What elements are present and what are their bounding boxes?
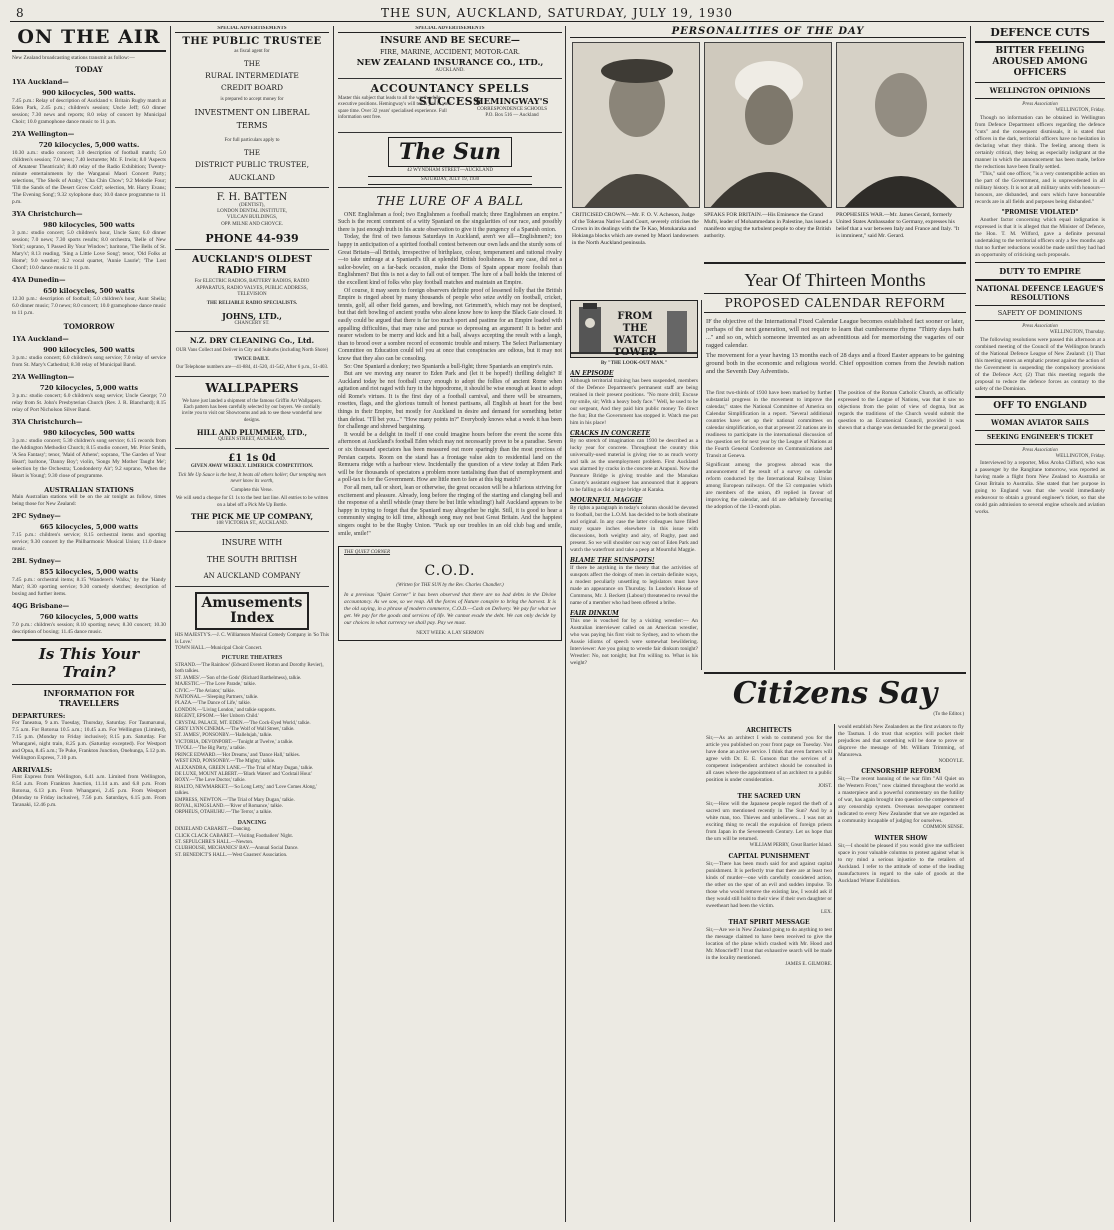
theatre-item: ROXY.—'The Love Doctor,' talkie. [175, 778, 246, 784]
dentist-line: (DENTIST), [239, 202, 265, 208]
personalities-title: PERSONALITIES OF THE DAY [570, 26, 966, 38]
letter-signature: JOIST. [818, 784, 832, 789]
defence-paragraph: Another factor concerning which equal indignation is expressed is that it is alleged that the Minister of Defence, the Hon. T. M. Wilford, gave a definite personal undertaking to the territorial officers only a few months ago that no further reductions would be made until they had had an opportunity of criticising such proposals. [975, 216, 1105, 258]
calendar-paragraph: Significant among the progress abroad was the announcement of the result of a survey on calendar reform conducted by the International Railway Union among European railways. Of the 53 companies which are members of the union, 49 replied in favour of improving the calendar, and 44 are definitely favouring the adoption of the 13-month plan. [706, 462, 832, 510]
australian-intro: Main Australian stations will be on the air tonight as follow, times being those for New Zealand: [12, 494, 166, 507]
dancing-item: DIXIELAND CABARET.—Dancing. [175, 827, 252, 833]
column-rule [170, 26, 171, 1222]
quiet-corner-title: C.O.D. [424, 562, 476, 579]
dry-cleaning-title: N.Z. DRY CLEANING Co., Ltd. [189, 336, 315, 346]
letters-column-right [838, 724, 964, 1224]
leader-paragraph: But are we moving any nearer to Eden Park and (let it be hoped!) thrilling delight? If Auckland today be not football crazy enough to adopt the follies of ancient Rome when agitation and riot raged with fury in the hippodrome, it should be wise enough at least to adopt old Rome's virtues. It is the first day of a football carnival, and there will be streamers, rosettes, flags, and the glorious tumult of honest partisans, all English at heart for the best things in their Empire, but mostly for Auckland in desire and demand for something better than defeat. "I'll bet you..." "How many points in?" Everybody knows what a week it has been for challenge and shrewd bargaining. [338, 371, 562, 431]
letter-text: would establish New Zealanders as the first aviators to fly the Tasman. I do trust that sceptics will pocket their prejudices and that something will be done to prove or disprove the message of Mr. William Trimming, of Manurewa. [838, 724, 964, 758]
watch-tower-column [570, 300, 698, 1230]
on-the-air-column [12, 26, 166, 1222]
watch-tower-section-heading: AN EPISODE [570, 370, 614, 378]
paper-title-line: THE SUN, AUCKLAND, SATURDAY, JULY 19, 1930 [380, 6, 734, 20]
hemingway-text: Master this subject that leads to all the worth-while executive positions. Hemingway's will teach you in your spare time. Over 32 years' specialised experience. Full information sent free. [338, 95, 452, 121]
calendar-divider [704, 262, 966, 264]
gerard-portrait [836, 42, 964, 208]
quiet-corner-box [338, 546, 562, 641]
station-name: 4YA Dunedin— [12, 276, 66, 284]
station-programme: 10.30 a.m.: studio concert; 3.0 description of football match; 5.0 children's session; 7.0 news; 7.40 lecturette; Mr. F. Irwin; 8.0 'Aspects of Amateur Theatricals'; 8.40 relay of the Radio Exhibition; Twenty-minute entertainments by the Wanganui Maori Concert Party; selections, 'The Sheik of Araby,' 'Cha Chin Chow'; 9.2 Melodie Four; 'Till the Sands of the Desert Grow Cold'; selection, Mr. Harry Evans; 'The Evening Song'; 9.32 xylophone duo; 10.0 dance programme to 11 p.m. [12, 150, 166, 205]
dentist-line: OPP. MILNE AND CHOYCE. [221, 221, 283, 227]
hemingway-firm2: CORRESPONDENCE SCHOOLS [476, 106, 548, 112]
hemingway-title: ACCOUNTANCY SPELLS SUCCESS [370, 81, 530, 108]
wallpapers-text: We have just landed a shipment of the famous Griffin Art Wallpapers. Each pattern has been carefully selected by our buyers. We cordially invite you to visit our Showrooms and ask to see these wonderful new designs. [181, 398, 323, 423]
amusement-item: TOWN HALL.—Municipal Choir Concert. [175, 646, 263, 652]
station-programme: 7.45 p.m.: orchestral items; 8.15 'Wanderer's Walks,' by the 'Handy Man'; 8.30 sporting service; 9.30 comedy sketches; description of boxing and further items. [12, 577, 166, 597]
radio-title: AUCKLAND'S OLDEST RADIO FIRM [192, 254, 312, 277]
page-number: 8 [16, 6, 24, 20]
theatre-item: REGENT, EPSOM.—'Her Unborn Child.' [175, 714, 260, 720]
amusements-index [175, 587, 329, 859]
leader-paragraph: It would be a delight in itself if one could imagine hours before the event the scene this afternoon at Auckland's football Eden which may not necessarily prove to be a paradise. Seven or six thousand spectators has been measured out more sparingly than the most precious of Persian carpets. Room on the stand has a frontage value akin to residential land on the Remuera ridge with a harbour view. Incidentally the question of a view today at Eden Park will be for thousands of spectators a problem more tantalising than that of unemployment and a poll-tax is for the Government. How are little men to fare at this big match? [338, 431, 562, 484]
leader-title: THE LURE OF A BALL [376, 193, 524, 208]
safety-heading: SAFETY OF DOMINIONS [997, 308, 1083, 317]
nzi-line: AUCKLAND. [435, 68, 465, 74]
calendar-headline-sub: PROPOSED CALENDAR REFORM [704, 293, 966, 313]
portrait-illustration [837, 43, 964, 208]
today-heading: TODAY [75, 65, 103, 74]
calendar-paragraph: The position of the Roman Catholic Church, as officially expressed to the League of Nations, was that it saw no objections from the point of view of dogma, but as regards the traditions of the Church would submit the question to an Ecumenical Council, provided it was shown that a change was demanded for the general good. [838, 390, 964, 431]
theatre-item: PRINCE EDWARD.—'Hot Dreams,' and 'Dance Hall,' talkies. [175, 752, 300, 758]
letter-heading: THAT SPIRIT MESSAGE [728, 919, 810, 927]
calendar-headline-main: Year Of Thirteen Months [744, 270, 926, 290]
league-heading: NATIONAL DEFENCE LEAGUE'S RESOLUTIONS [976, 283, 1104, 302]
quiet-corner-text: In a previous "Quiet Corner" it has been observed that there are no bad debts in the Divine accountancy. As we sow, so we reap. All the forces of Nature conspire to bring the harvest. It is the old saying, in a phrase of modern commerce, C.O.D.—Cash on Delivery. We pay for what we get. We pay for the goods and services of life. We cannot evade the debt. We can only decide by our choices in what currency we shall pay. Pay we must. [344, 591, 556, 626]
nzi-line: INSURE AND BE SECURE— [380, 36, 520, 47]
station-frequency: 720 kilocycles, 5,000 watts [39, 384, 139, 392]
watch-tower-section-heading: FAIR DINKUM [570, 610, 619, 618]
letter-signature: LEX. [821, 909, 832, 915]
trustee-line: as fiscal agent for [234, 49, 270, 55]
dancing-item: ST. BENEDICT'S HALL.—West Coasters' Association. [175, 852, 288, 858]
watch-tower-title: FROM THE WATCH TOWER [613, 311, 657, 358]
editorial-column [338, 26, 562, 1222]
theatre-item: PLAZA.—'The Dance of Life,' talkie. [175, 701, 251, 707]
public-trustee-ad [175, 33, 329, 187]
theatre-item: ORPHEUS, OTAHUHU.—'The Terror,' a talkie. [175, 810, 273, 816]
leader-paragraph: For all men, tall or short, lean or otherwise, the great occasion will be a hilarious striving for excitement and pleasure. Already, long before the ringing of the starting and clanging bell and the response of a shrill whistle (may there be but little whistling!) half Auckland appears to be happy in trying to forget that the Spaniard may altogether be right. Still, it is good to hear a community singing to kill time, although song may not beat Great Britain. And the happiest singers ought to be the Rugby Union. "Pack up our troubles in an old club bag and smile, smile, smile!" [338, 485, 562, 537]
radio-firm: JOHNS, LTD., [222, 310, 282, 321]
advertisements-column [175, 26, 329, 1222]
calendar-paragraph: The first two-thirds of 1930 have been marked by further substantial progress in the movement to improve the calendar," states the National Committee of America on Calendar Simplification in a report. "Several additional countries have set up their national committees on calendar simplification, so that at present 22 nations are in readiness to participate in the international discussion of the question set for next year by the League of Nations at the Fourth General Conference on Communications and Transit at Geneva. [706, 390, 832, 459]
sun-nameplate [338, 133, 562, 188]
calendar-paragraph: IF the objective of the International Fixed Calendar League becomes established fact sooner or later, perhaps of the next generation, will not require to learn that cumbersome rhyme "Thirty days hath ..." and so on, which someone invented as an adventitious aid for memorising the vagaries of our ragged calendar. [706, 318, 964, 349]
watch-tower-section-heading: BLAME THE SUNSPOTS! [570, 557, 655, 565]
dancing-item: CLUBHOUSE, MECHANICS' BAY.—Annual Social Dance. [175, 846, 299, 852]
pick-me-up-ad [175, 449, 329, 533]
leader-paragraph: So: One Spaniard a donkey; two Spaniards a bull-fight; three Spaniards an empire's ruin. [344, 363, 554, 370]
wallpapers-address: QUEEN STREET, AUCKLAND. [218, 437, 286, 443]
watch-tower-section-heading: CRACKS IN CONCRETE [570, 430, 651, 438]
calendar-article-col2 [838, 390, 964, 432]
station-frequency: 980 kilocycles, 500 watts [43, 221, 135, 229]
dateline: WELLINGTON, Friday. [1055, 108, 1105, 114]
theatre-item: VICTORIA, DEVONPORT.—'Tonight at Twelve,' a talkie. [175, 739, 294, 745]
dry-cleaning-ad [175, 332, 329, 376]
press-association: Press Association [1022, 102, 1058, 107]
letter-heading: ARCHITECTS [746, 727, 792, 734]
letters-column-left [706, 724, 832, 1224]
trustee-line: THE [244, 148, 260, 157]
theatre-item: LONDON.—'Living London,' and talkie supports. [175, 707, 276, 713]
portrait-caption: SPEAKS FOR BRITAIN.—His Eminence the Grand Mufti, leader of Mohammedans in Palestine, has issued a manifesto urging the turbulent people to obey the British authority. [704, 212, 833, 239]
grand-mufti-portrait [704, 42, 832, 208]
special-ads-heading: SPECIAL ADVERTISEMENTS [338, 26, 562, 33]
station-programme: 7.45 p.m.: Relay of description of Auckland v. Britain Rugby match at Eden Park, 2.45 p.m.; children's session; Uncle Jeff; 6.0 dinner session; 7.30 news and reports; 8.0 relay of concert by Municipal Choir; 10.0 gramophone dance music to 11 p.m. [12, 98, 166, 125]
calendar-article-col1 [706, 390, 832, 511]
promise-heading: "PROMISE VIOLATED" [1001, 208, 1079, 216]
radio-list: For ELECTRIC RADIOS, BATTERY RADIOS, RADIO APPARATUS, RADIO VALVES, PUBLIC ADDRESS, TELEVISION [194, 279, 310, 298]
broadcast-intro: New Zealand broadcasting stations transmit as follow:— [12, 55, 135, 61]
station-programme: 7.15 p.m.: children's service; 8.15 orchestral items and sporting service; 9.30 concert by the Philharmonic Musical Union; 11.0 dance music. [12, 532, 166, 552]
theatre-item: EMPRESS, NEWTON.—'The Trial of Mary Dugan,' talkie. [175, 797, 295, 803]
radio-tag: THE RELIABLE RADIO SPECIALISTS. [206, 301, 298, 307]
defence-subtitle: BITTER FEELING AROUSED AMONG OFFICERS [992, 46, 1088, 78]
special-ads-heading: SPECIAL ADVERTISEMENTS [175, 26, 329, 33]
sun-address: 42 WYNDHAM STREET—AUCKLAND [406, 167, 493, 173]
letter-signature: JAMES E. GILMORE. [785, 962, 832, 968]
letter-text: Sir,—As an architect I wish to commend you for the article you published on your front page on Tuesday. You have done an active service. I think that even farmers will agree with Dr. E. E. Gunson that the services of a competent independent architect should be consulted in all cases where the appointment of an architect to a public position is under consideration. [706, 735, 832, 783]
competition-address: 108 VICTORIA ST., AUCKLAND. [216, 520, 288, 526]
quiet-corner-next: NEXT WEEK: A LAY SERMON [416, 630, 484, 636]
column-rule [565, 26, 566, 1222]
competition-firm: THE PICK ME UP COMPANY, [190, 511, 314, 521]
letter-text: Sir,—There has been much said for and against capital punishment. It is perfectly true that there are at least two kinds of murder—one with carefully considered action, the other on the spur of an evil and sudden impulse. To those who would remove the existing law, I would ask if they would still hold to their view if their own daughter or sweetheart had been the victim. [706, 860, 832, 909]
station-frequency: 665 kilocycles, 5,000 watts [39, 523, 139, 531]
station-name: 3YA Christchurch— [12, 418, 83, 426]
theatre-item: NATIONAL.—'Sleeping Partners,' talkie. [175, 695, 259, 701]
theatre-item: RIALTO, NEWMARKET.—'So Long Letty,' and 'Love Comes Along,' talkies. [175, 784, 317, 797]
column-rule [834, 724, 835, 1222]
column-rule [834, 390, 835, 670]
letter-text: Sir,—The recent banning of the war film "All Quiet on the Western Front," now claimed throughout the world as a masterpiece and a powerful commentary on the futility of war, has again brought into question the competence of any censorship system. Overseas newspaper comment indicated to every New Zealander that we are regarded as a community incapable of judging for ourselves. [838, 776, 964, 825]
trustee-line: For full particulars apply to [224, 138, 280, 144]
station-programme: 3 p.m.: studio concert; 5.30 children's song service; 6.15 records from the Addington Methodist Church; 8.15 studio concert, Mr. Prior Smith, 'A Sea Fantasy'; tenor, 'Maid of Athens'; soprano, 'The Garden of Your Heart'; baritone, 'Danny Boy'; violin, 'Songs My Mother Taught Me'; selection by the Orchestra; 'Londonderry Air'; 9.2 soprano, 'When the Heart is Young'; 9.30 close of programme. [12, 438, 166, 479]
defence-paragraph: The following resolutions were passed this afternoon at a combined meeting of the Council of the Wellington branch of the National Defence League of New Zealand: (1) That this meeting enters an emphatic protest against the action of the Government in suspending the compulsory provisions of the Defence Act; (2) That this meeting regards the proposal to reduce the defence forces as contrary to the safety of the Dominion. [975, 336, 1105, 392]
trustee-line: DISTRICT PUBLIC TRUSTEE, [194, 159, 310, 169]
departures-heading: DEPARTURES: [12, 712, 66, 720]
wallpapers-ad [175, 377, 329, 449]
trustee-line: TERMS [236, 121, 268, 131]
woman-aviator-heading: WOMAN AVIATOR SAILS [991, 417, 1089, 427]
letter-text: Sir,—I should be pleased if you would give me sufficient space in your valuable columns to protest against what is to my mind a serious injustice to the retailers of Auckland. I refer to the attitude of some of the leading manufacturers in regard to the sale of goods at the Auckland Winter Exhibition. [838, 842, 964, 884]
theatre-item: WEST END, PONSONBY.—'The Mighty,' talkie. [175, 759, 276, 765]
picture-theatres-list [175, 663, 329, 817]
station-frequency: 980 kilocycles, 500 watts [43, 429, 135, 437]
duty-heading: DUTY TO EMPIRE [999, 265, 1081, 276]
dentist-line: VULCAN BUILDINGS, [226, 215, 278, 221]
station-name: 4QG Brisbane— [12, 602, 70, 610]
letter-heading: WINTER SHOW [874, 834, 928, 842]
station-frequency: 720 kilocycles, 5,000 watts. [38, 141, 140, 149]
letter-signature: COMMON SENSE. [923, 825, 964, 831]
station-name: 3YA Christchurch— [12, 210, 83, 218]
letter-heading: CENSORSHIP REFORM [861, 768, 941, 776]
leader-paragraph: ONE Englishman a fool; two Englishmen a football match; three Englishmen an empire." Such is the recent comment of a witty Spaniard on the singularities of our race, and possibly there is just enough truth in his acute observation to give it the pungency of a Spanish onion. [338, 211, 562, 233]
station-name: 2YA Wellington— [12, 373, 75, 381]
theatre-item: ALEXANDRA, GREEN LANE.—'The Trial of Mary Dugan,' talkie. [175, 765, 314, 771]
station-name: 1YA Auckland— [12, 335, 69, 343]
radio-address: CHANCERY ST. [234, 320, 270, 326]
dancing-item: CLICK CLACK CABARET.—Visiting Footballers' Night. [175, 833, 294, 839]
column-rule [701, 300, 702, 670]
station-frequency: 900 kilocycles, 500 watts [43, 346, 135, 354]
leader-paragraph: Today, the first of two famous Saturdays in Auckland, aren't we all—Englishmen?; too happy in anticipation of a spirited football contest between our own lads and the sturdy sons of Great Britain—all British, irrespective of birthplace, colour, temperament and rational rivalry—to take umbrage at a Spaniard's tilt at splendid British foolishness. In any case, did not a sailor-bowler, on a far-back occasion, make the Dons of Spain appear more foolish than Englishmen? But this is not a day to fall out of temper. The lure of a ball holds the interest of the excellent kind of folks who play football matches and maintain an Empire. [338, 234, 562, 286]
nzi-line: FIRE, MARINE, ACCIDENT, MOTOR-CAR. [380, 48, 520, 57]
trustee-line: CREDIT BOARD [220, 82, 284, 92]
trustee-title: THE PUBLIC TRUSTEE [182, 36, 322, 48]
theatre-item: MAJESTIC.—'The Love Parade,' talkie. [175, 682, 256, 688]
hemingway-firm: HEMINGWAY'S [475, 96, 549, 107]
theatre-item: CRYSTAL PALACE, MT. EDEN.—'The Cock-Eyed World,' talkie. [175, 720, 311, 726]
station-frequency: 855 kilocycles, 5,000 watts [39, 568, 139, 576]
theatre-item: ROYAL, KINGSLAND.—'River of Romance,' talkie. [175, 803, 283, 809]
nz-insurance-ad [338, 33, 562, 78]
letter-signature: WILLIAM PERRY, Great Barrier Island. [749, 843, 832, 849]
watch-tower-logo [570, 300, 698, 358]
dancing-item: ST. SEPULCHRE'S HALL.—Newton. [175, 839, 254, 845]
letter-text: Sir,—Are we in New Zealand going to do anything to test the message claimed to have been received to give the location of the plane which crashed with Mr. Hood and Mr. Moncrieff? I trust that exhaustive search will be made in the locality mentioned. [706, 927, 832, 962]
trustee-line: RURAL INTERMEDIATE [205, 70, 299, 80]
competition-complete: Complete this Verse. [231, 487, 273, 493]
station-frequency: 650 kilocycles, 500 watts [43, 287, 135, 295]
defence-column [975, 26, 1105, 1222]
portrait-caption: PROPHESIES WAR.—Mr. James Gerard, formerly United States Ambassador to Germany, expresses his belief that a war between Italy and France and Italy. "It is imminent," said Mr. Gerard. [836, 212, 960, 239]
defence-paragraph: Though no information can be obtained in Wellington from Defence Department officers regarding the defence "cuts" and the consequent dismissals, it is stated that officers in the dark, territorial officers have no hesitation in declaring what they think. The feeling among them is certainly critical, they being as especially indignant at the manner in which the announcement has been made, before the reductions have been finally settled. [975, 114, 1105, 170]
dentist-line: LONDON DENTAL INSTITUTE, [217, 209, 287, 215]
press-association: Press Association [1022, 447, 1058, 453]
calendar-paragraph: The movement for a year having 13 months each of 28 days and a fixed Easter appears to be gaining ground both in the economic and religious world. Chief opposition comes from the Jewish nation and the Seventh Day Adventists. [706, 352, 964, 375]
south-british-line: INSURE WITH [221, 538, 283, 548]
station-frequency: 760 kilocycles, 5,000 watts [39, 613, 139, 621]
nzi-line: NEW ZEALAND INSURANCE CO., LTD., [356, 58, 544, 69]
letter-signature: NODOYLE. [938, 759, 964, 764]
sun-logo: The Sun [399, 138, 501, 165]
portrait-caption: CRITICISED CROWN.—Mr. F. O. V. Acheson, Judge of the Tokerau Native Land Court, severely criticises the Crown in its dealings with the Te Kao, Motukaraka and Hokianga blocks which are owned by Maori landowners in the North Auckland peninsula. [572, 212, 699, 246]
column-rule [970, 26, 971, 1222]
watch-tower-section-text: By no stretch of imagination can 1930 be described as a lucky year for concrete. Throughout the country this universally-used material is giving rise to as much worry and talk as the unemployment problem. First Auckland was alarmed by cracks in the concrete at Arapuni. Now the Panmure Bridge is giving trouble and the Manukau County's assistant engineer has announced that it appears to be falling as did a large bridge at Karaka. [570, 438, 698, 494]
amusements-title: Amusements Index [195, 592, 309, 630]
watch-tower-byline: By "THE LOOK-OUT MAN." [600, 361, 668, 366]
train-title: Is This Your Train? [38, 645, 140, 681]
station-frequency: 900 kilocycles, 500 watts. [42, 89, 136, 97]
trustee-line: is prepared to accept money for [220, 96, 284, 102]
england-heading: OFF TO ENGLAND [993, 400, 1087, 411]
press-association: Press Association [1022, 323, 1058, 329]
watch-tower-section-heading: MOURNFUL MAGGIE [570, 497, 643, 505]
train-subtitle: INFORMATION FOR TRAVELLERS [43, 688, 135, 708]
trustee-line: THE [244, 59, 260, 68]
departures-text: For Taneatua, 9 a.m. Tuesday, Thursday, Saturday. For Taumarunui, 7.5 a.m. For Rotorua 10.5 a.m.; 10.45 a.m. For Wellington (Limited), 7.15 p.m. (Monday to Friday inclusive); 8.15 p.m. Saturday. For Whangarei, night train, 8.25 p.m. (Saturday excepted). For Westport and Opua, 8.45 a.m.; Te Puke, Frankton Junction, Onehunga, 5.12 p.m. Wellington Express, 7.10 p.m. [12, 720, 166, 761]
dancing-heading: DANCING [237, 819, 267, 826]
johns-radio-ad [175, 250, 329, 332]
station-programme: 7.0 p.m.: children's session; 8.10 sporting news; 8.30 concert; 10.30 description of boxing; 11.45 dance music. [12, 622, 166, 635]
australian-stations-heading: AUSTRALIAN STATIONS [44, 486, 134, 494]
station-name: 2BL Sydney— [12, 557, 62, 565]
theatre-item: STRAND.—'The Rainbow' (Edward Everett Horton and Dorothy Revier), both talkies. [175, 663, 324, 675]
letter-text: Sir,—How will the Japanese people regard the theft of a sacred urn mentioned recently in The Sun? And by a white man, too. Thieves and unbelievers... I was not an exciting thing to recall the expulsion of foreign priests from Japan in the Seventeenth Century. Let us hope that the urn will be returned. [706, 801, 832, 843]
amusement-item: HIS MAJESTY'S.—J. C. Williamson Musical Comedy Company in 'So This Is Love.' [175, 633, 329, 645]
competition-verse: Tick Me Up Sauce is the best, It beats all others holler; Our tempting men never know its worth, [178, 472, 326, 485]
station-programme: 3 p.m.: studio concert; 6.0 children's song service; Uncle George; 7.0 relay from St. John's Presbyterian Church (Rev. J. R. Blanchard); 8.15 relay of Port Nicholson Silver Band. [12, 393, 166, 413]
dentist-phone: PHONE 44-939 [205, 232, 299, 246]
theatre-item: ST. JAMES', PONSONBY.—'Hallelujah,' talkie. [175, 733, 273, 739]
column-rule [333, 26, 334, 1222]
arrivals-text: First Express from Wellington, 6.41 a.m. Limited from Wellington, 8.54 a.m. From Frankton Junction, 11.14 a.m. and 6.8 p.m. From Rotorua, 6.13 p.m. From Whangarei, 2.45 p.m. From Westport (Monday to Friday inclusive), 7.56 p.m. Saturdays, 6.15 p.m. From Taranaki, 12.46 p.m. [12, 774, 166, 808]
arrivals-heading: ARRIVALS: [12, 766, 53, 774]
watch-tower-section-text: If there be anything in the theory that the activities of sunspots affect the doings of men in certain definite ways, a modest peculiarly unsettling to legislators must have made an appearance on Thursday. In London's House of Commons, Mr. J. Beckett (Labour) threatened to reveal the name of a member who had been offered a bribe. [570, 565, 698, 607]
citizens-say-title: Citizens Say [732, 676, 938, 711]
batten-dentist-ad [175, 188, 329, 251]
south-british-line: AN AUCKLAND COMPANY [203, 572, 301, 581]
station-name: 1YA Auckland— [12, 78, 69, 86]
dry-cleaning-text: OUR Vans Collect and Deliver in City and Suburbs (including North Shore) [175, 348, 329, 354]
watch-tower-section-text: By rights a paragraph in today's column should be devoted to football, but the L.O.M. has decided to be both obstinate and original. In any case the latter colleagues have filled many square inches elsewhere in this issue with discussions, both weighty and airy, of Rugby, past and present. So we will shoulder our way out of Eden Park and watch the waterfront and take a peep at Mournful Maggie. [570, 505, 698, 554]
station-name: 2FC Sydney— [12, 512, 61, 520]
hemingway-address: P.O. Box 516 — Auckland [485, 113, 539, 119]
picture-theatres-heading: PICTURE THEATRES [221, 654, 283, 661]
defence-paragraph: "This," said one officer, "is a very contemptible action on the part of the Government, and is unprecedented in all military history. It is not at all military units with honours—honours, are disbanded, and ours which have honourable records are in all fields and purposes being disbanded." [975, 170, 1105, 205]
defence-subtitle2: WELLINGTON OPINIONS [989, 86, 1091, 95]
sun-date: SATURDAY, JULY 19, 1930 [368, 176, 532, 184]
defence-title: DEFENCE CUTS [975, 26, 1105, 43]
theatre-item: TIVOLI.—'The Big Party,' a talkie. [175, 746, 246, 752]
dateline: WELLINGTON, Friday. [1055, 454, 1105, 460]
calendar-article [706, 318, 964, 376]
station-programme: 12.30 p.m.: description of football; 5.0 children's hour, Aunt Sheila; 6.0 dinner music; 7.0 news; 8.0 concert; 10.0 gramophone dance music to 11 p.m. [12, 296, 166, 316]
tomorrow-heading: TOMORROW [63, 322, 115, 331]
south-british-line: THE SOUTH BRITISH [206, 555, 298, 565]
south-british-ad [175, 532, 329, 587]
wallpapers-firm: HILL AND PLUMMER, LTD., [196, 428, 308, 438]
letter-heading: CAPITAL PUNISHMENT [728, 852, 810, 860]
citizens-divider [704, 672, 966, 674]
watch-tower-section-text: This one is vouched for by a visiting wrestler:— An Australian interviewer called on an American wrestler, who was paying his first visit to Sydney, and to whom the Aussie idioms of speech were somewhat bewildering. Interviewer: Are you going to wrestle fair dinkum tonight? Wrestler: No, not tonight; but I'm willing to. What is his weight? [570, 618, 698, 667]
wallpapers-title: WALLPAPERS [205, 380, 299, 395]
portrait-illustration [573, 43, 700, 208]
quiet-corner-heading: THE QUIET CORNER [344, 550, 391, 556]
dry-cleaning-phone: Our Telephone numbers are—41-884, 41-520, 41-542, After 6 p.m., 51-403. [175, 365, 329, 371]
citizens-say-subtitle: (To the Editor.) [933, 712, 964, 717]
trustee-line: INVESTMENT ON LIBERAL [194, 108, 310, 118]
leader-paragraph: Of course, it may seem to foreign observers definite proof of lessened folly that the British Empire is ringed about by many thousands of people who seize avidly on football, cricket, tennis, golf, all other field games, and bowling, not Grimmett's, which may not be despised, but that deft bowling of ancient youths who alone know how to keep the Black Gate closed. It easily could be argued that there is far too much sport and pastime for an Empire loaded with appalling difficulties, that may raise and pursue so depressing an argument! It is better and nearer wisdom to be merry and kick and hit a ball, always accepting the result with a laugh, than to brood over a sombre record of economic trouble and misery. The Select Parliamentary Committee on Education could tell you at once that conspiracies are odious, but it may not know that they also can be consoling. [338, 287, 562, 362]
dentist-name: F. H. BATTEN [216, 191, 288, 203]
citizens-say-header [704, 676, 966, 711]
theatre-item: GREY LYNN CINEMA.—'The Wolf of Wall Street,' talkie. [175, 727, 295, 733]
theatre-item: ST. JAMES'.—'Son of the Gods' (Richard Barthelmess), talkie. [175, 675, 302, 681]
seeking-heading: SEEKING ENGINEER'S TICKET [986, 433, 1094, 441]
competition-sub: GIVEN AWAY WEEKLY. LIMERICK COMPETITION. [190, 463, 314, 469]
station-programme: 3 p.m.: studio concert; 6.0 children's song service; 7.0 relay of service from St. Mary's Cathedral; 8.30 relay of Municipal Band. [12, 355, 166, 368]
station-programme: 3 p.m.: studio concert; 5.0 children's hour, Uncle Sam; 6.0 dinner session; 7.0 news; 7.30 sports results; 8.0 orchestra, 'Belle of New York'; soprano, 'I Passed By Your Window'; baritone, 'The Bells of St. Mary's'; 8.13 reading, 'Sing a Little Love Song'; tenor, 'Old Folks at Home'; 9.0 weather; 9.2 vocal quartet, 'Annie Laurie'; 'The Lost Chord'; 10.0 dance music to 11 p.m. [12, 230, 166, 271]
quiet-corner-byline: (Written for THE SUN by the Rev. Charles Chandler.) [396, 582, 504, 588]
on-the-air-title: ON THE AIR [12, 26, 166, 52]
competition-text: We will send a cheque for £1 1s to the best last line. All entries to be written on a label off a Pick Me Up Bottle. [175, 496, 329, 508]
trustee-line: AUCKLAND [228, 172, 276, 182]
watch-tower-section-text: Although territorial training has been suspended, members of the Defence Department's permanent staff are being retained in their present positions. "No more drill; Excuse my smile, sir; With a heavy body face." Well, he used to be our sergeant, And they paid him public money To direct the fun; But the Government has stopped it. Watch me put him in his place! [570, 378, 698, 427]
acheson-portrait [572, 42, 700, 208]
station-name: 2YA Wellington— [12, 130, 75, 138]
portrait-illustration [705, 43, 832, 208]
hemingway-ad [338, 79, 562, 133]
letter-heading: THE SACRED URN [737, 793, 801, 801]
dry-cleaning-twice: TWICE DAILY. [234, 356, 270, 362]
dateline: WELLINGTON, Thursday. [1049, 330, 1105, 336]
defence-paragraph: Interviewed by a reporter, Miss Aroha Clifford, who was a passenger by the Rangitane tomorrow, was reported as having made a flight from New Zealand to Australia or Great Britain to Australia. She stated that her purpose in going to England was that she would immediately endeavour to obtain a ground engineer's ticket, so that she could gain admission to several engine schools and aviation works. [975, 460, 1105, 516]
competition-prize: £1 1s 0d [228, 452, 276, 464]
theatre-item: CIVIC.—'The Aviator,' talkie. [175, 688, 235, 694]
calendar-headline [704, 270, 966, 313]
page-masthead [10, 6, 1104, 22]
theatre-item: DE LUXE, MOUNT ALBERT.—'Black Waters' and 'Cocktail Hour.' [175, 771, 313, 777]
